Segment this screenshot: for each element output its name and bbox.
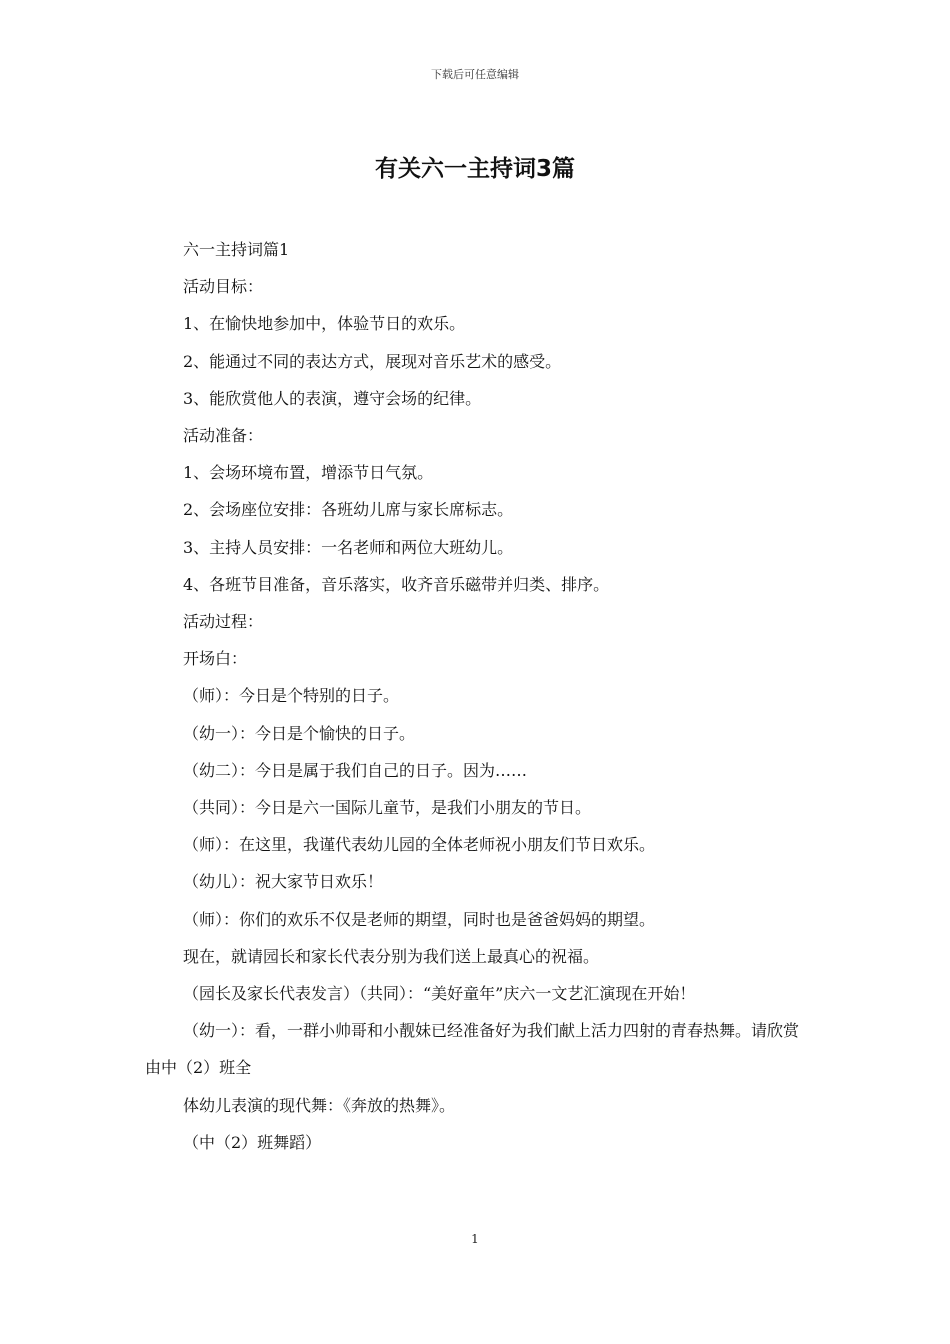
paragraph: 1、会场环境布置，增添节日气氛。 bbox=[183, 463, 434, 483]
paragraph: 3、能欣赏他人的表演，遵守会场的纪律。 bbox=[183, 388, 482, 408]
paragraph: 六一主持词篇1 bbox=[183, 240, 290, 259]
paragraph: 现在，就请园长和家长代表分别为我们送上最真心的祝福。 bbox=[183, 946, 600, 966]
paragraph: （幼一）：今日是个愉快的日子。 bbox=[183, 723, 416, 743]
paragraph: 活动目标： bbox=[183, 277, 264, 297]
paragraph: （幼儿）：祝大家节日欢乐！ bbox=[183, 872, 384, 892]
paragraph: 2、能通过不同的表达方式，展现对音乐艺术的感受。 bbox=[183, 351, 562, 371]
paragraph: 4、各班节目准备，音乐落实，收齐音乐磁带并归类、排序。 bbox=[183, 574, 610, 594]
paragraph: 活动准备： bbox=[183, 426, 264, 446]
page-number: 1 bbox=[471, 1232, 479, 1246]
paragraph: （中（2）班舞蹈） bbox=[183, 1132, 322, 1152]
document-title: 有关六一主持词3篇 bbox=[374, 156, 575, 182]
paragraph: （师）：你们的欢乐不仅是老师的期望，同时也是爸爸妈妈的期望。 bbox=[183, 909, 656, 929]
paragraph: （幼二）：今日是属于我们自己的日子。因为…… bbox=[183, 760, 528, 780]
paragraph: （共同）：今日是六一国际儿童节，是我们小朋友的节日。 bbox=[183, 798, 592, 818]
paragraph: （师）：今日是个特别的日子。 bbox=[183, 686, 400, 706]
paragraph: 3、主持人员安排：一名老师和两位大班幼儿。 bbox=[183, 537, 514, 557]
paragraph: 开场白： bbox=[183, 649, 248, 669]
paragraph: （幼一）：看，一群小帅哥和小靓妹已经准备好为我们献上活力四射的青春热舞。请欣赏由中（2）班全 bbox=[145, 1021, 800, 1078]
document-body bbox=[145, 231, 810, 1161]
paragraph: 体幼儿表演的现代舞：《奔放的热舞》。 bbox=[183, 1095, 456, 1115]
paragraph: 活动过程： bbox=[183, 612, 264, 632]
paragraph: （师）：在这里，我谨代表幼儿园的全体老师祝小朋友们节日欢乐。 bbox=[183, 835, 656, 855]
header-note: 下载后可任意编辑 bbox=[431, 68, 519, 81]
paragraph: （园长及家长代表发言）（共同）：“美好童年”庆六一文艺汇演现在开始！ bbox=[183, 984, 696, 1004]
paragraph: 1、在愉快地参加中，体验节日的欢乐。 bbox=[183, 314, 466, 334]
paragraph: 2、会场座位安排：各班幼儿席与家长席标志。 bbox=[183, 500, 514, 520]
